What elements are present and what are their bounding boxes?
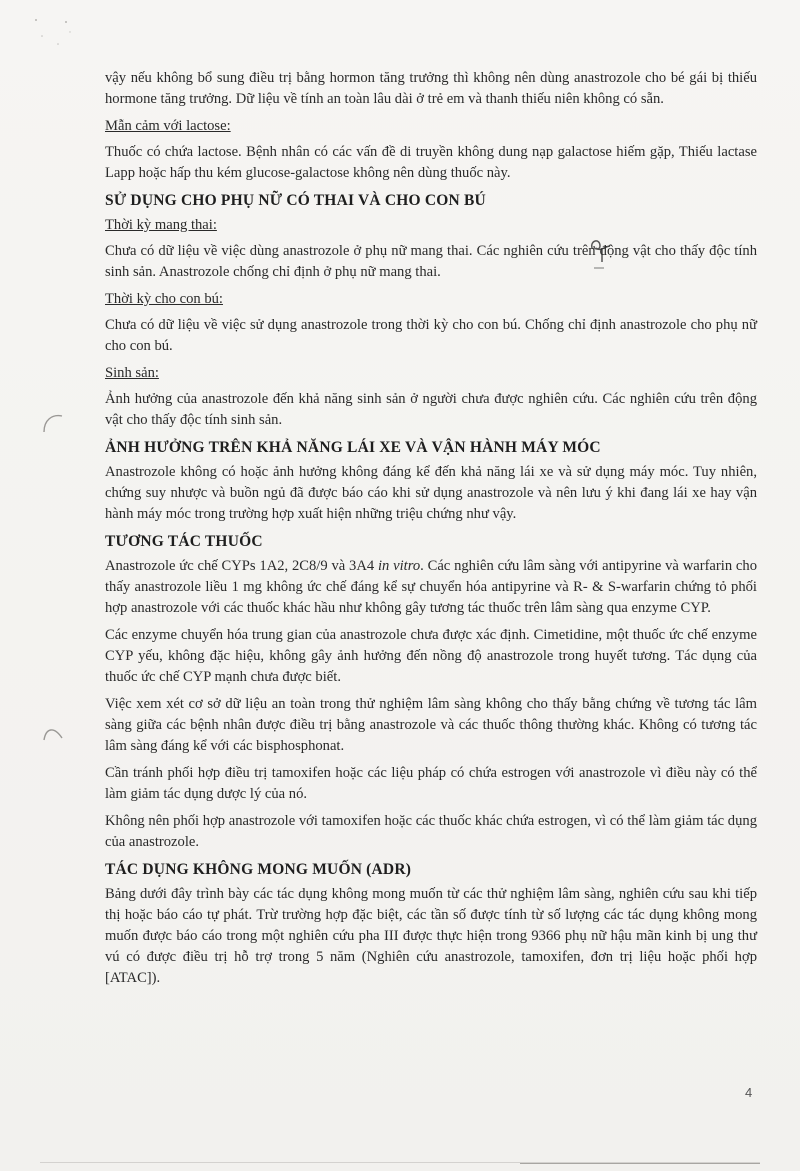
paragraph: vậy nếu không bổ sung điều trị bằng hormon tăng trưởng thì không nên dùng anastrozole cho bé gái bị thiếu hormone tăng trưởng. Dữ liệu về tính an toàn lâu dài ở trẻ em và thanh thiếu niên không có sẵn.: [105, 70, 757, 107]
subheading: Mẫn cảm với lactose:: [105, 118, 231, 134]
paragraph: Anastrozole không có hoặc ảnh hưởng không đáng kể đến khả năng lái xe và sử dụng máy móc. Tuy nhiên, chứng suy nhược và buồn ngủ đã được báo cáo khi sử dụng anastrozole và nên lưu ý khi đang lái xe hay vận hành máy móc trong trường hợp xuất hiện những triệu chứng như vậy.: [105, 464, 757, 522]
punch-hole-mark: [40, 722, 64, 746]
section-heading: TƯƠNG TÁC THUỐC: [105, 533, 263, 550]
section-heading: ẢNH HƯỞNG TRÊN KHẢ NĂNG LÁI XE VÀ VẬN HÀNH MÁY MÓC: [105, 439, 601, 456]
document-body: [105, 68, 757, 995]
paragraph: Cần tránh phối hợp điều trị tamoxifen hoặc các liệu pháp có chứa estrogen với anastrozole vì điều này có thể làm giảm tác dụng dược lý của nó.: [105, 765, 757, 802]
paragraph: Chưa có dữ liệu về việc sử dụng anastrozole trong thời kỳ cho con bú. Chống chỉ định anastrozole cho phụ nữ cho con bú.: [105, 317, 757, 354]
paragraph: Thuốc có chứa lactose. Bệnh nhân có các vấn đề di truyền không dung nạp galactose hiếm gặp, Thiếu lactase Lapp hoặc hấp thu kém glucose-galactose không nên dùng thuốc này.: [105, 144, 757, 181]
subheading: Sinh sản:: [105, 365, 159, 381]
section-heading: SỬ DỤNG CHO PHỤ NỮ CÓ THAI VÀ CHO CON BÚ: [105, 192, 486, 209]
paragraph: Ảnh hưởng của anastrozole đến khả năng sinh sản ở người chưa được nghiên cứu. Các nghiên cứu trên động vật cho thấy độc tính sinh sản.: [105, 391, 757, 428]
scan-edge-line: [520, 1163, 760, 1164]
subheading: Thời kỳ cho con bú:: [105, 291, 223, 307]
subheading: Thời kỳ mang thai:: [105, 217, 217, 233]
paragraph: Không nên phối hợp anastrozole với tamoxifen hoặc các thuốc khác chứa estrogen, vì có thể làm giảm tác dụng của anastrozole.: [105, 813, 757, 850]
section-heading: TÁC DỤNG KHÔNG MONG MUỐN (ADR): [105, 861, 412, 878]
scan-speckle-mark: [28, 14, 88, 64]
punch-hole-mark: [40, 412, 64, 436]
paragraph: Anastrozole ức chế CYPs 1A2, 2C8/9 và 3A4 in vitro. Các nghiên cứu lâm sàng với antipyrine và warfarin cho thấy anastrozole liều 1 mg không ức chế đáng kể sự chuyển hóa antipyrine và R- & S-warfarin chứng tỏ phối hợp anastrozole với các thuốc khác hầu như không gây tương tác thuốc trên lâm sàng qua enzyme CYP.: [105, 558, 757, 616]
paragraph: Bảng dưới đây trình bày các tác dụng không mong muốn từ các thử nghiệm lâm sàng, nghiên cứu sau khi tiếp thị hoặc báo cáo tự phát. Trừ trường hợp đặc biệt, các tần số được tính từ số lượng các tác dụng không mong muốn được báo cáo trong một nghiên cứu pha III được thực hiện trong 9366 phụ nữ hậu mãn kinh bị ung thư vú có được điều trị hỗ trợ trong 5 năm (Nghiên cứu anastrozole, tamoxifen, đơn trị liệu hoặc phối hợp [ATAC]).: [105, 886, 757, 986]
paragraph: Việc xem xét cơ sở dữ liệu an toàn trong thử nghiệm lâm sàng không cho thấy bằng chứng về tương tác lâm sàng giữa các bệnh nhân được điều trị bằng anastrozole và các thuốc thông thường khác. Không có tương tác lâm sàng đáng kể với các bisphosphonat.: [105, 696, 757, 754]
paragraph: Chưa có dữ liệu về việc dùng anastrozole ở phụ nữ mang thai. Các nghiên cứu trên động vật cho thấy độc tính sinh sản. Anastrozole chống chỉ định ở phụ nữ mang thai.: [105, 243, 757, 280]
paragraph: Các enzyme chuyển hóa trung gian của anastrozole chưa được xác định. Cimetidine, một thuốc ức chế enzyme CYP yếu, không đặc hiệu, không gây ảnh hưởng đến nồng độ anastrozole trong huyết tương. Tác dụng của thuốc ức chế CYP mạnh chưa được biết.: [105, 627, 757, 685]
page-number: 4: [745, 1085, 753, 1100]
